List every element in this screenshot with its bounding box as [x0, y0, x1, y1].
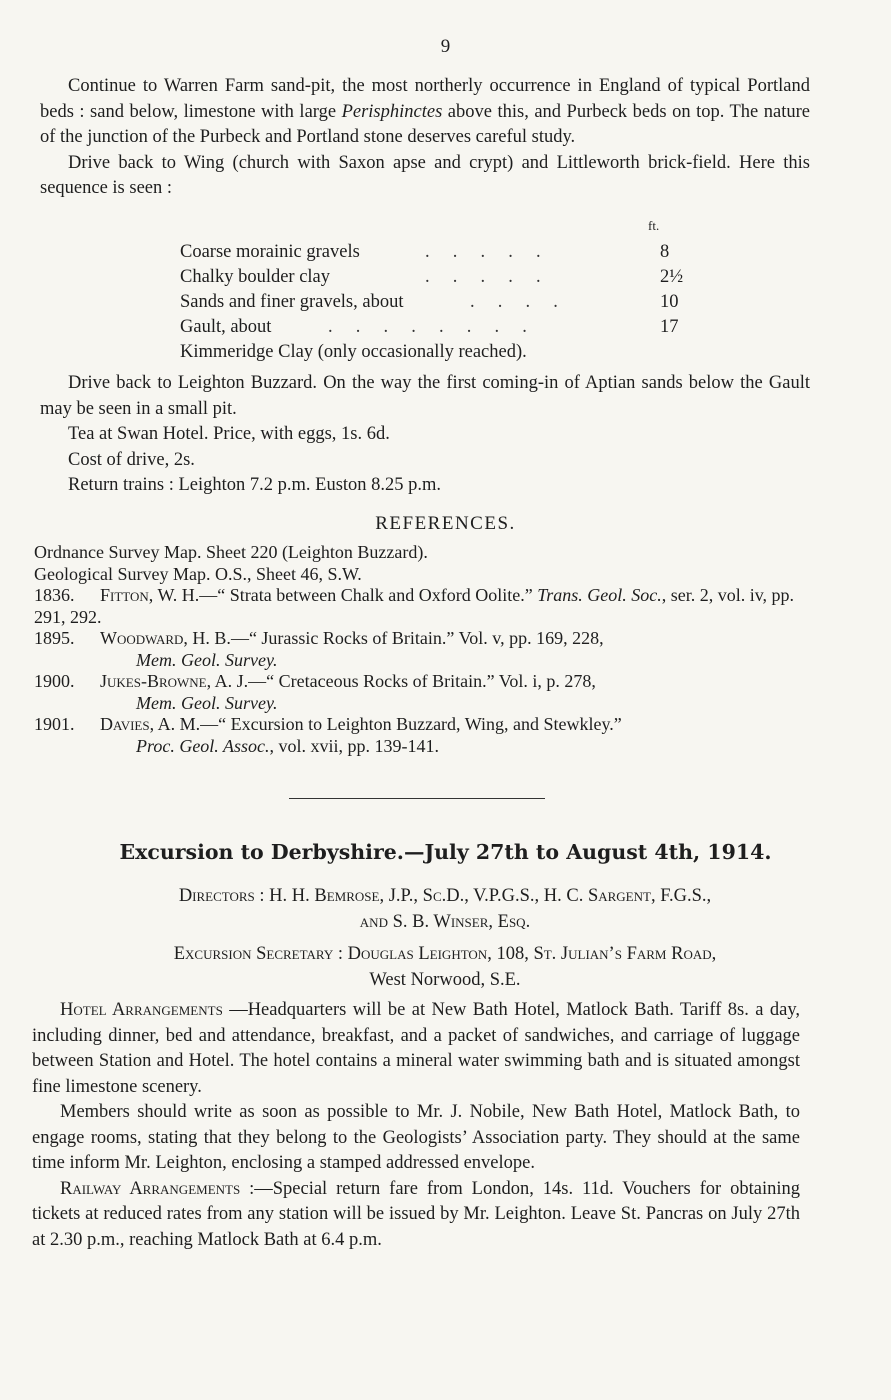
reference-map-geological: Geological Survey Map. O.S., Sheet 46, S.W. — [34, 563, 362, 584]
intro-p1-end: above this, and Purbeck beds on top. The nature of the junction of the Purbeck and Portland stone deserves careful study. — [40, 101, 810, 147]
reference-journal: Trans. Geol. Soc. — [537, 585, 662, 605]
references-title: REFERENCES. — [375, 513, 516, 534]
reference-year: 1836. — [34, 585, 75, 605]
reference-year: 1901. — [34, 714, 75, 734]
reference-text: —“ Jurassic Rocks of Britain.” Vol. v, pp. 169, 228, — [230, 628, 604, 648]
reference-item — [34, 628, 806, 671]
paragraph-tea: Tea at Swan Hotel. Price, with eggs, 1s. 6d. — [68, 424, 390, 444]
section-divider — [289, 798, 545, 799]
hotel-text: —Headquarters will be at New Bath Hotel, Matlock Bath. Tariff 8s. a day, including dinner, bed and attendance, breakfast, and a packet of sandwiches, and carriage of luggage between Station and Hotel. The hotel contains a mineral water swimming bath and is situated amongst fine limestone scenery. — [32, 1000, 800, 1097]
paragraph-cost: Cost of drive, 2s. — [68, 449, 195, 470]
sequence-label: Coarse morainic gravels — [180, 242, 360, 262]
directors-line-1 — [30, 884, 860, 910]
reference-item — [34, 585, 806, 628]
railway-arrangements — [32, 1177, 800, 1254]
sequence-row — [180, 342, 680, 367]
reference-text: —“ Cretaceous Rocks of Britain.” Vol. i, p. 278, — [248, 671, 596, 691]
reference-journal: Proc. Geol. Assoc. — [136, 735, 270, 756]
intro-p1-start: Continue to Warren Farm sand-pit, the most northerly occurrence in England of typical Portland beds : sand below, limestone with large — [40, 76, 810, 122]
intro-paragraph-1 — [40, 74, 810, 151]
reference-text: —“ Excursion to Leighton Buzzard, Wing, and Stewkley.” — [200, 714, 622, 734]
reference-author: Jukes-Browne, A. J. — [100, 671, 249, 691]
sequence-label: Gault, about — [180, 317, 272, 337]
directors-names: H. H. Bemrose, J.P., Sc.D., V.P.G.S., H. C. Sargent, F.G.S., — [269, 886, 712, 906]
paragraph-drive-back: Drive back to Leighton Buzzard. On the way the first coming-in of Aptian sands below the Gault may be seen in a small pit. — [40, 373, 810, 419]
directors-label: Directors : — [178, 886, 265, 906]
secretary-line-1 — [30, 942, 860, 968]
reference-item — [34, 671, 806, 714]
reference-rest: , vol. xvii, pp. 139-141. — [269, 735, 439, 756]
sequence-label: Kimmeridge Clay (only occasionally reached). — [180, 342, 527, 362]
reference-journal: Mem. Geol. Survey. — [136, 649, 278, 670]
hotel-label: Hotel Arrangements — [60, 1000, 223, 1020]
intro-p1-genus: Perisphinctes — [341, 101, 443, 122]
sequence-row — [180, 242, 680, 267]
members-paragraph: Members should write as soon as possible to Mr. J. Nobile, New Bath Hotel, Matlock Bath, to engage rooms, stating that they belong to the Geologists’ Association party. They should at the same time inform Mr. Leighton, enclosing a stamped addressed envelope. — [32, 1102, 800, 1173]
paragraph-return-trains: Return trains : Leighton 7.2 p.m. Euston 8.25 p.m. — [68, 475, 442, 495]
reference-item — [34, 714, 806, 757]
sequence-row — [180, 292, 680, 317]
references-list — [34, 542, 806, 757]
reference-author: Fitton, W. H. — [100, 585, 200, 605]
railway-text: :—Special return fare from London, 14s. 11d. Vouchers for obtaining tickets at reduced rates from any station will be issued by Mr. Leighton. Leave St. Pancras on July 27th at 2.30 p.m., reaching Matlock Bath at 6.4 p.m. — [32, 1178, 800, 1250]
reference-year: 1900. — [34, 671, 75, 691]
after-text — [40, 371, 810, 499]
arrangements-text — [32, 998, 800, 1253]
page-number: 9 — [440, 36, 451, 57]
excursion-heading: Excursion to Derbyshire.—July 27th to August 4th, 1914. — [119, 840, 772, 864]
leader-dots: . . . . . — [425, 267, 541, 287]
intro-text — [40, 74, 810, 202]
sequence-value: 8 — [660, 242, 670, 262]
leader-dots: . . . . — [470, 292, 558, 312]
sequence-value: 2½ — [660, 267, 684, 287]
hotel-arrangements — [32, 998, 800, 1100]
railway-label: Railway Arrangements — [60, 1178, 241, 1199]
reference-author: Woodward, H. B. — [100, 628, 231, 648]
sequence-value: 17 — [660, 317, 679, 337]
sequence-value: 10 — [660, 292, 679, 312]
secretary-line-2: West Norwood, S.E. — [369, 969, 521, 990]
sequence-label: Sands and finer gravels, about — [180, 292, 404, 312]
sequence-label: Chalky boulder clay — [180, 267, 331, 287]
leader-dots: . . . . . — [425, 242, 541, 262]
reference-journal: Mem. Geol. Survey. — [136, 692, 278, 713]
directors-line-2: and S. B. Winser, Esq. — [359, 911, 531, 932]
reference-continuation — [34, 736, 806, 758]
intro-paragraph-2: Drive back to Wing (church with Saxon apse and crypt) and Littleworth brick-field. Here this sequence is seen : — [40, 152, 810, 198]
sequence-row — [180, 317, 680, 342]
leader-dots: . . . . . . . . — [328, 317, 527, 337]
secretary-name: Douglas Leighton, 108, St. Julian’s Farm Road, — [347, 944, 717, 964]
sequence-row — [180, 267, 684, 292]
reference-year: 1895. — [34, 628, 75, 648]
reference-text: —“ Strata between Chalk and Oxford Oolite.” — [199, 585, 538, 605]
reference-rest: , ser. 2, vol. iv, pp. 291, 292. — [34, 585, 795, 627]
reference-map-ordnance: Ordnance Survey Map. Sheet 220 (Leighton Buzzard). — [34, 542, 428, 562]
secretary-block — [30, 942, 860, 993]
secretary-label: Excursion Secretary : — [173, 944, 344, 964]
sequence-unit: ft. — [648, 218, 660, 233]
reference-author: Davies, A. M. — [100, 714, 201, 734]
directors-block — [30, 884, 860, 935]
